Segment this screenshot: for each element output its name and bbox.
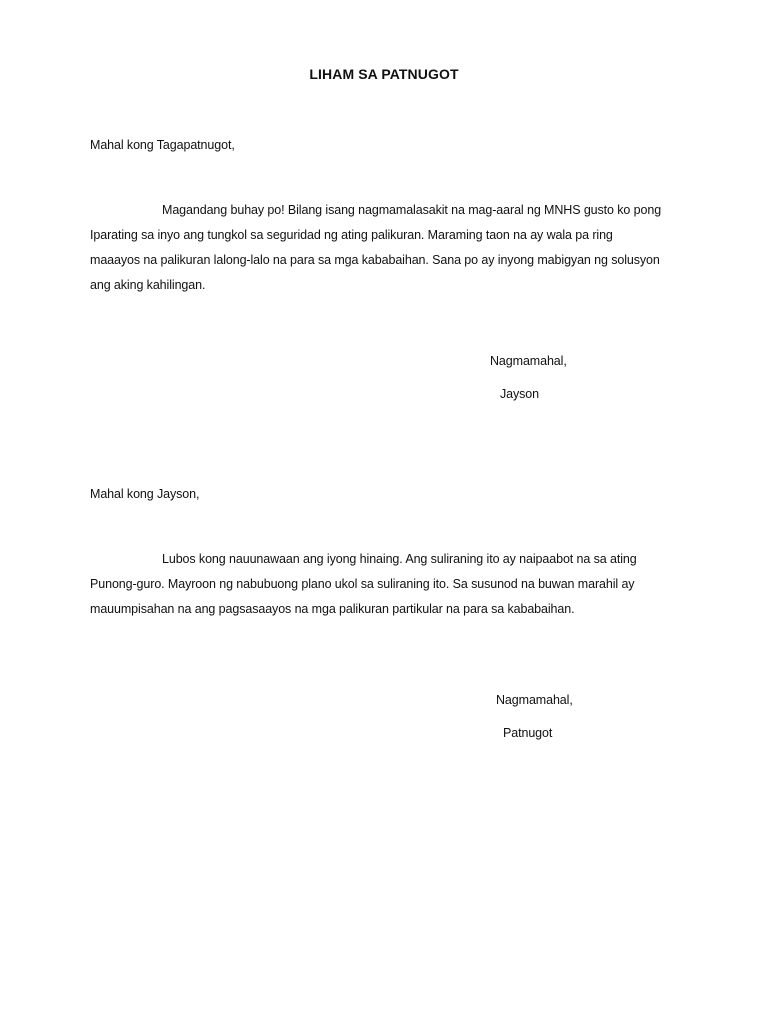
- letter1-signature: Jayson: [500, 387, 540, 401]
- letter2-body-line: Punong-guro. Mayroon ng nabubuong plano ukol sa suliraning ito. Sa susunod na buwan marahil ay: [90, 577, 635, 591]
- letter1-body-line: Magandang buhay po! Bilang isang nagmamalasakit na mag-aaral ng MNHS gusto ko pong: [162, 203, 662, 217]
- letter1-body-line: ang aking kahilingan.: [90, 278, 206, 292]
- letter1-body-line: Iparating sa inyo ang tungkol sa seguridad ng ating palikuran. Maraming taon na ay wala pa ring: [90, 228, 613, 242]
- letter1-salutation: Mahal kong Tagapatnugot,: [90, 138, 235, 152]
- letter1-closing: Nagmamahal,: [490, 354, 567, 368]
- letter1-body-line: maaayos na palikuran lalong-lalo na para sa mga kababaihan. Sana po ay inyong mabigyan ng solusyon: [90, 253, 660, 267]
- letter2-body-line: mauumpisahan na ang pagsasaayos na mga palikuran partikular na para sa kababaihan.: [90, 602, 575, 616]
- page-title: LIHAM SA PATNUGOT: [309, 66, 459, 82]
- letter2-closing: Nagmamahal,: [496, 693, 573, 707]
- letter2-salutation: Mahal kong Jayson,: [90, 487, 200, 501]
- letter2-body-line: Lubos kong nauunawaan ang iyong hinaing. Ang suliraning ito ay naipaabot na sa ating: [162, 552, 637, 566]
- letter2-signature: Patnugot: [503, 726, 553, 740]
